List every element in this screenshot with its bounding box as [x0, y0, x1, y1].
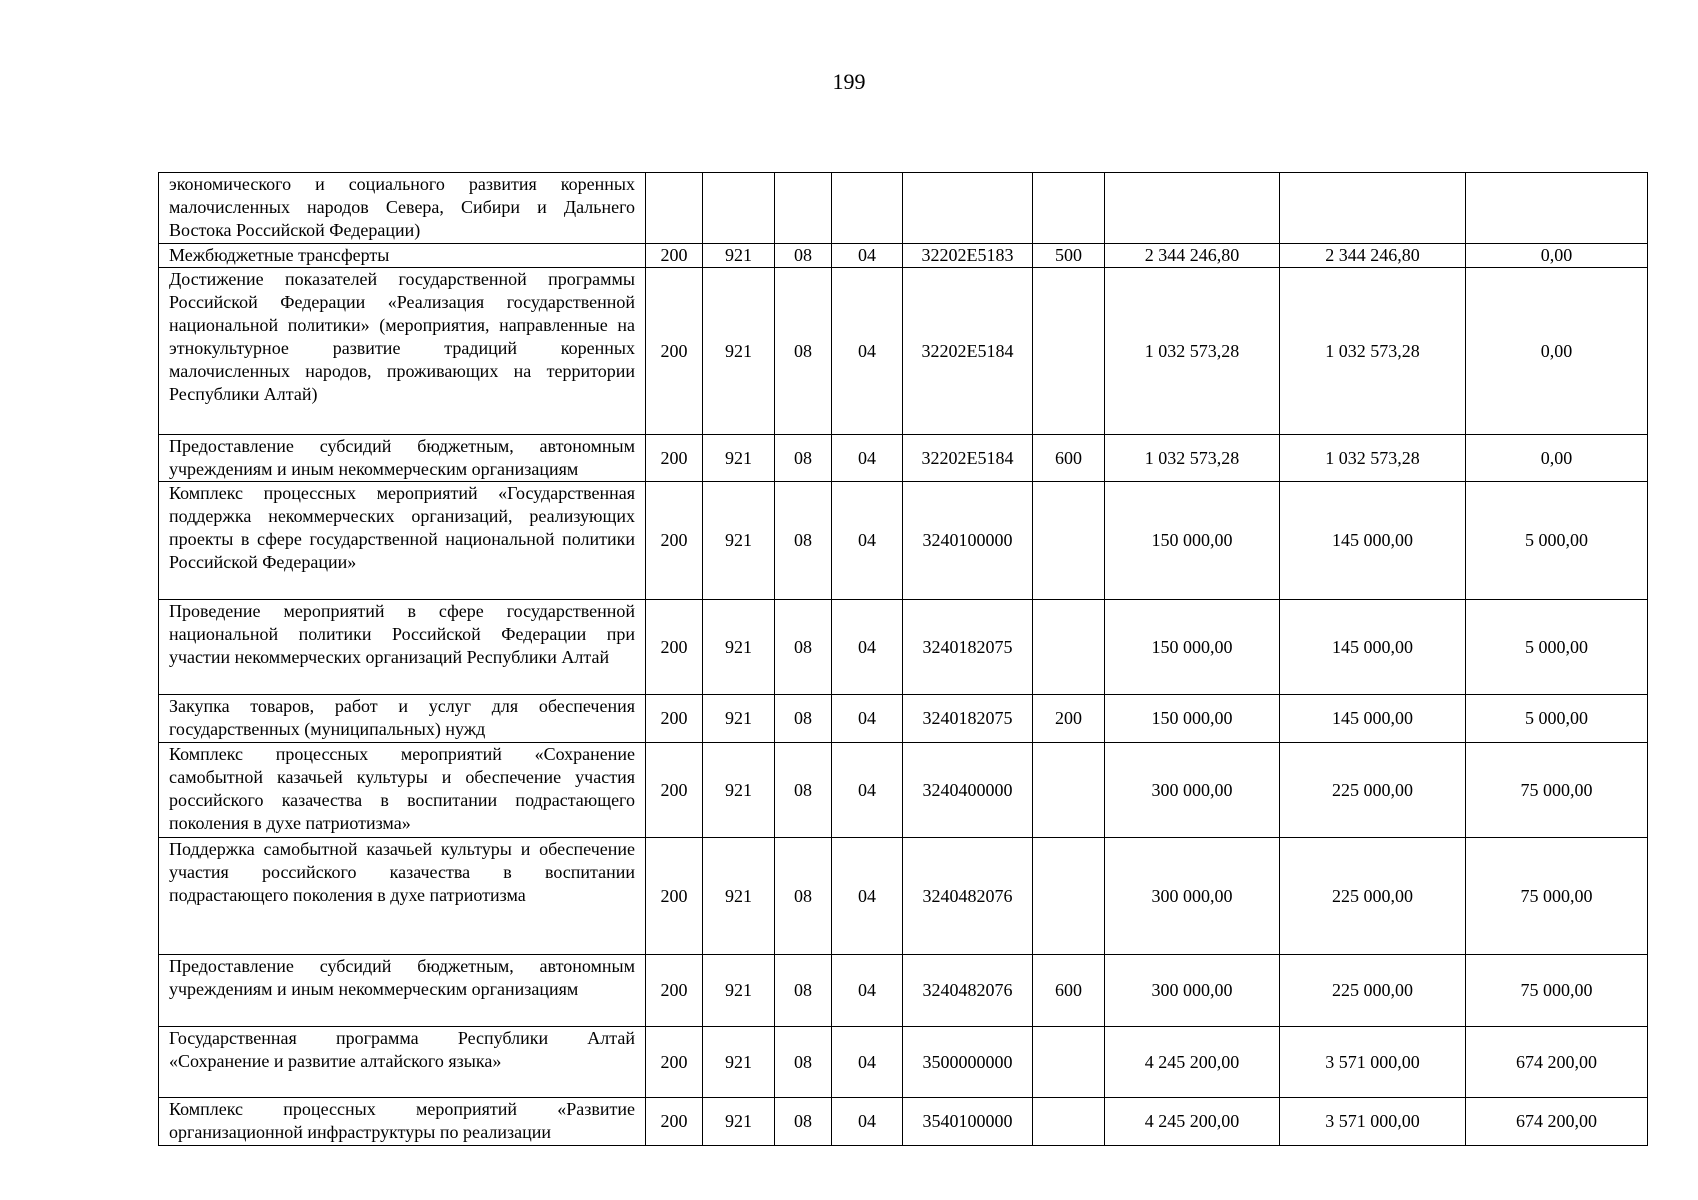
- col-amount-total: 1 032 573,28: [1105, 268, 1280, 435]
- col-section: 08: [775, 955, 832, 1027]
- col-ministry-code: 921: [703, 1027, 775, 1098]
- row-description: Достижение показателей государственной программы Российской Федерации «Реализация государственной национальной политики» (мероприятия, направленные на этнокультурное развитие традиций коренных малочисленных народов, проживающих на территории Республики Алтай): [159, 268, 646, 435]
- col-admin-code: 200: [646, 600, 703, 695]
- col-ministry-code: 921: [703, 838, 775, 955]
- row-description: Поддержка самобытной казачьей культуры и обеспечение участия российского казачества в воспитании подрастающего поколения в духе патриотизма: [159, 838, 646, 955]
- col-amount-total: 300 000,00: [1105, 743, 1280, 838]
- col-ministry-code: 921: [703, 600, 775, 695]
- col-expense-type: [1033, 1098, 1105, 1146]
- col-subsection: 04: [832, 1027, 903, 1098]
- col-ministry-code: 921: [703, 268, 775, 435]
- col-section: [775, 173, 832, 244]
- col-amount-total: 4 245 200,00: [1105, 1027, 1280, 1098]
- row-description: Комплекс процессных мероприятий «Сохранение самобытной казачьей культуры и обеспечение участия российского казачества в воспитании подрастающего поколения в духе патриотизма»: [159, 743, 646, 838]
- col-target-article: 3240400000: [903, 743, 1033, 838]
- table-row: [159, 695, 1648, 743]
- table-row: [159, 244, 1648, 268]
- row-description: Государственная программа Республики Алтай «Сохранение и развитие алтайского языка»: [159, 1027, 646, 1098]
- col-subsection: [832, 173, 903, 244]
- col-section: 08: [775, 1027, 832, 1098]
- col-amount-total: 150 000,00: [1105, 695, 1280, 743]
- col-amount-total: 300 000,00: [1105, 838, 1280, 955]
- col-expense-type: [1033, 268, 1105, 435]
- col-ministry-code: 921: [703, 482, 775, 600]
- col-expense-type: 200: [1033, 695, 1105, 743]
- budget-table: [158, 172, 1648, 1146]
- table-row: [159, 1098, 1648, 1146]
- col-ministry-code: 921: [703, 695, 775, 743]
- col-amount-2: 145 000,00: [1280, 695, 1466, 743]
- row-description: Проведение мероприятий в сфере государственной национальной политики Российской Федерации при участии некоммерческих организаций Республики Алтай: [159, 600, 646, 695]
- col-amount-total: [1105, 173, 1280, 244]
- col-section: 08: [775, 482, 832, 600]
- col-target-article: 3240100000: [903, 482, 1033, 600]
- col-amount-3: 75 000,00: [1466, 838, 1648, 955]
- col-amount-2: 225 000,00: [1280, 743, 1466, 838]
- row-description: Предоставление субсидий бюджетным, автономным учреждениям и иным некоммерческим организациям: [159, 435, 646, 482]
- col-ministry-code: [703, 173, 775, 244]
- row-description: Предоставление субсидий бюджетным, автономным учреждениям и иным некоммерческим организациям: [159, 955, 646, 1027]
- col-admin-code: 200: [646, 743, 703, 838]
- col-amount-2: 225 000,00: [1280, 838, 1466, 955]
- col-section: 08: [775, 244, 832, 268]
- col-admin-code: 200: [646, 1027, 703, 1098]
- col-subsection: 04: [832, 600, 903, 695]
- col-target-article: 3240182075: [903, 695, 1033, 743]
- col-admin-code: 200: [646, 838, 703, 955]
- col-amount-total: 1 032 573,28: [1105, 435, 1280, 482]
- col-amount-total: 150 000,00: [1105, 600, 1280, 695]
- table-row: [159, 268, 1648, 435]
- col-expense-type: [1033, 173, 1105, 244]
- col-amount-3: 5 000,00: [1466, 695, 1648, 743]
- col-subsection: 04: [832, 1098, 903, 1146]
- row-description: Комплекс процессных мероприятий «Развитие организационной инфраструктуры по реализации: [159, 1098, 646, 1146]
- col-expense-type: [1033, 743, 1105, 838]
- col-section: 08: [775, 1098, 832, 1146]
- col-subsection: 04: [832, 955, 903, 1027]
- table-row: [159, 743, 1648, 838]
- col-subsection: 04: [832, 435, 903, 482]
- col-expense-type: 600: [1033, 955, 1105, 1027]
- col-amount-3: 0,00: [1466, 244, 1648, 268]
- col-amount-total: 2 344 246,80: [1105, 244, 1280, 268]
- col-subsection: 04: [832, 695, 903, 743]
- col-amount-total: 150 000,00: [1105, 482, 1280, 600]
- col-amount-2: 3 571 000,00: [1280, 1027, 1466, 1098]
- col-section: 08: [775, 268, 832, 435]
- col-expense-type: 500: [1033, 244, 1105, 268]
- col-ministry-code: 921: [703, 743, 775, 838]
- col-section: 08: [775, 600, 832, 695]
- col-target-article: 3500000000: [903, 1027, 1033, 1098]
- table-row: [159, 1027, 1648, 1098]
- col-ministry-code: 921: [703, 955, 775, 1027]
- col-amount-total: 300 000,00: [1105, 955, 1280, 1027]
- col-target-article: 3240182075: [903, 600, 1033, 695]
- col-amount-2: 225 000,00: [1280, 955, 1466, 1027]
- col-section: 08: [775, 695, 832, 743]
- col-amount-2: 2 344 246,80: [1280, 244, 1466, 268]
- col-expense-type: [1033, 1027, 1105, 1098]
- table-row: [159, 435, 1648, 482]
- col-amount-3: 5 000,00: [1466, 482, 1648, 600]
- col-amount-2: 145 000,00: [1280, 600, 1466, 695]
- col-admin-code: [646, 173, 703, 244]
- col-amount-3: 75 000,00: [1466, 743, 1648, 838]
- col-admin-code: 200: [646, 435, 703, 482]
- col-amount-2: 3 571 000,00: [1280, 1098, 1466, 1146]
- table-row: [159, 482, 1648, 600]
- col-admin-code: 200: [646, 955, 703, 1027]
- col-target-article: 3240482076: [903, 955, 1033, 1027]
- col-subsection: 04: [832, 838, 903, 955]
- col-admin-code: 200: [646, 268, 703, 435]
- col-amount-3: 674 200,00: [1466, 1027, 1648, 1098]
- col-amount-2: 145 000,00: [1280, 482, 1466, 600]
- col-admin-code: 200: [646, 1098, 703, 1146]
- table-row: [159, 838, 1648, 955]
- col-amount-2: 1 032 573,28: [1280, 435, 1466, 482]
- col-admin-code: 200: [646, 482, 703, 600]
- col-target-article: 3240482076: [903, 838, 1033, 955]
- col-section: 08: [775, 838, 832, 955]
- col-admin-code: 200: [646, 244, 703, 268]
- table-row: [159, 173, 1648, 244]
- col-subsection: 04: [832, 268, 903, 435]
- col-ministry-code: 921: [703, 244, 775, 268]
- row-description: Межбюджетные трансферты: [159, 244, 646, 268]
- col-amount-3: 5 000,00: [1466, 600, 1648, 695]
- col-amount-2: [1280, 173, 1466, 244]
- col-expense-type: [1033, 600, 1105, 695]
- row-description: Комплекс процессных мероприятий «Государственная поддержка некоммерческих организаций, реализующих проекты в сфере государственной национальной политики Российской Федерации»: [159, 482, 646, 600]
- col-admin-code: 200: [646, 695, 703, 743]
- col-subsection: 04: [832, 244, 903, 268]
- col-target-article: [903, 173, 1033, 244]
- col-amount-2: 1 032 573,28: [1280, 268, 1466, 435]
- col-subsection: 04: [832, 743, 903, 838]
- col-amount-3: 75 000,00: [1466, 955, 1648, 1027]
- col-expense-type: 600: [1033, 435, 1105, 482]
- table-row: [159, 600, 1648, 695]
- table-row: [159, 955, 1648, 1027]
- col-expense-type: [1033, 482, 1105, 600]
- col-section: 08: [775, 743, 832, 838]
- col-amount-3: 0,00: [1466, 435, 1648, 482]
- col-expense-type: [1033, 838, 1105, 955]
- col-amount-3: 674 200,00: [1466, 1098, 1648, 1146]
- col-ministry-code: 921: [703, 435, 775, 482]
- col-section: 08: [775, 435, 832, 482]
- col-amount-3: 0,00: [1466, 268, 1648, 435]
- col-target-article: 32202E5184: [903, 268, 1033, 435]
- row-description: Закупка товаров, работ и услуг для обеспечения государственных (муниципальных) нужд: [159, 695, 646, 743]
- col-target-article: 3540100000: [903, 1098, 1033, 1146]
- col-target-article: 32202E5184: [903, 435, 1033, 482]
- col-amount-3: [1466, 173, 1648, 244]
- row-description: экономического и социального развития коренных малочисленных народов Севера, Сибири и Дальнего Востока Российской Федерации): [159, 173, 646, 244]
- col-amount-total: 4 245 200,00: [1105, 1098, 1280, 1146]
- page-number: 199: [832, 69, 866, 94]
- col-target-article: 32202E5183: [903, 244, 1033, 268]
- col-subsection: 04: [832, 482, 903, 600]
- col-ministry-code: 921: [703, 1098, 775, 1146]
